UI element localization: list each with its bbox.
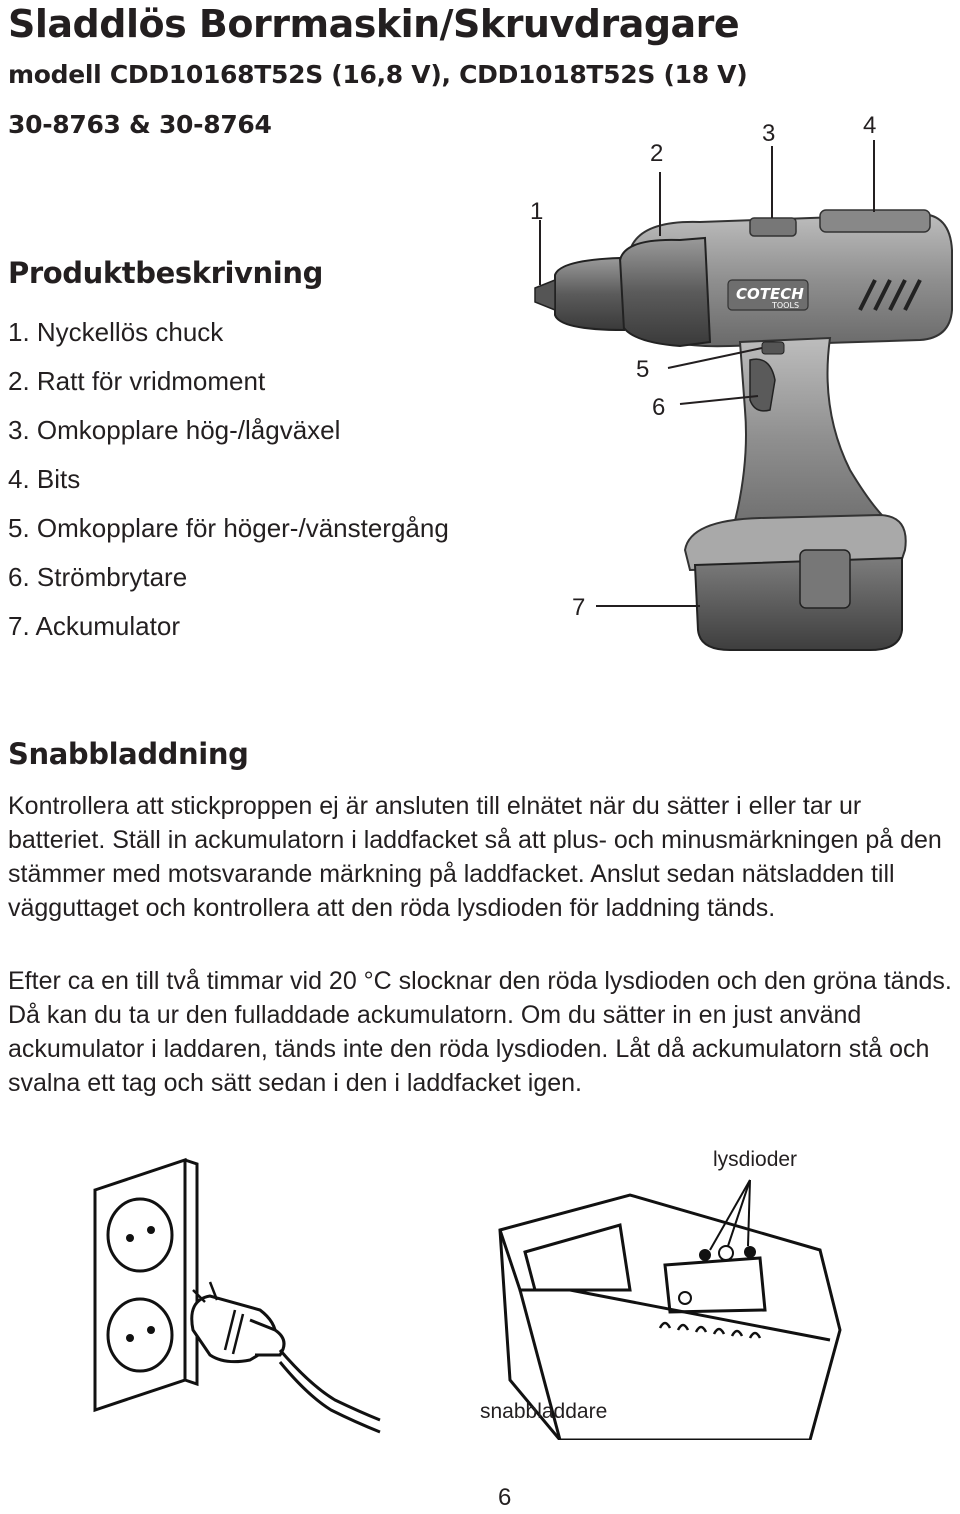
fast-charging-paragraph-1: Kontrollera att stickproppen ej är ansluten till elnätet när du sätter i eller tar ur batteriet. Ställ in ackumulatorn i laddfacket så att plus- och minusmärkningen på den stämmer med motsvarande märkning på laddfacket. Anslut sedan nätsladden till vägguttaget och kontrollera att den röda lysdioden för laddning tänds. <box>8 792 942 922</box>
product-description-heading: Produktbeskrivning <box>8 256 323 290</box>
fast-charging-paragraph-2: Efter ca en till två timmar vid 20 °C slocknar den röda lysdioden och den gröna tänds. Då kan du ta ur den fulladdade ackumulatorn. Om du sätter in en just använd ackumulator i laddaren, tänds inte den röda lysdioden. Låt då ackumulatorn stå och svalna ett tag och sätt sedan i den i laddfacket igen. <box>8 967 952 1097</box>
document-title: Sladdlös Borrmaskin/Skruvdragare <box>8 2 740 46</box>
label-leds: lysdioder <box>713 1148 798 1171</box>
callout-1: 1 <box>530 198 544 225</box>
article-number-line: 30-8763 & 30-8764 <box>8 110 272 139</box>
wall-socket-illustration <box>85 1150 385 1460</box>
label-charger: snabbladdare <box>480 1400 608 1423</box>
parts-list-item: 7. Ackumulator <box>8 611 180 641</box>
callout-2: 2 <box>650 140 664 167</box>
page-number: 6 <box>498 1484 512 1511</box>
charger-illustration <box>480 1140 870 1440</box>
brand-logo: COTECH <box>736 285 804 303</box>
parts-list <box>8 308 449 651</box>
parts-list-item: 6. Strömbrytare <box>8 562 188 592</box>
callout-6: 6 <box>652 394 666 421</box>
parts-list-item: 4. Bits <box>8 464 81 494</box>
parts-list-item: 3. Omkopplare hög-/lågväxel <box>8 415 341 445</box>
charger-drawing <box>480 1140 870 1440</box>
model-line: modell CDD10168T52S (16,8 V), CDD1018T52S (18 V) <box>8 60 748 89</box>
callout-5: 5 <box>636 356 650 383</box>
callout-7: 7 <box>572 594 586 621</box>
socket-drawing <box>85 1150 385 1460</box>
fast-charging-heading: Snabbladdning <box>8 737 249 771</box>
drill-illustration <box>500 110 960 670</box>
callout-3: 3 <box>762 120 776 147</box>
callout-4: 4 <box>863 112 877 139</box>
brand-sub: TOOLS <box>772 301 800 310</box>
drill-drawing <box>500 110 960 670</box>
parts-list-item: 5. Omkopplare för höger-/vänstergång <box>8 513 449 543</box>
parts-list-item: 2. Ratt för vridmoment <box>8 366 266 396</box>
parts-list-item: 1. Nyckellös chuck <box>8 317 224 347</box>
